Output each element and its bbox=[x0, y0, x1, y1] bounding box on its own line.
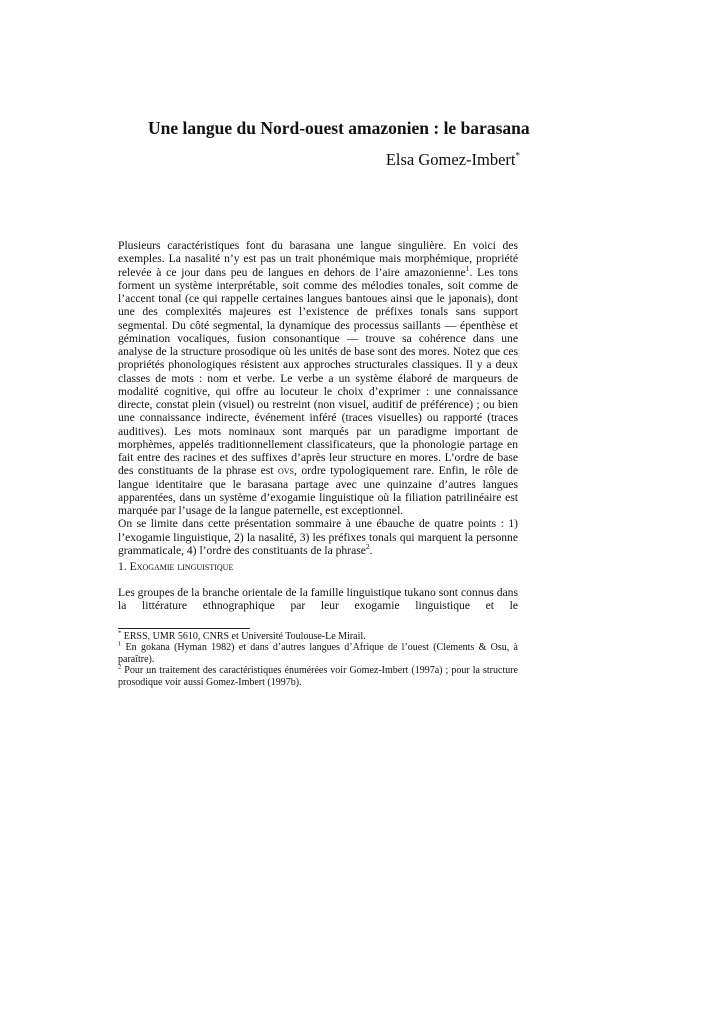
author-line bbox=[370, 150, 520, 170]
footnote-divider bbox=[118, 628, 250, 629]
footnote-text: Pour un traitement des caractéristiques énumérées voir Gomez-Imbert (1997a) ; pour la structure prosodique voir aussi Gomez-Imbert (1997b). bbox=[118, 665, 518, 688]
paper-title: Une langue du Nord-ouest amazonien : le barasana bbox=[148, 118, 530, 138]
intro-text: . Les tons forment un système interprétable, soit comme des mélodies tonales, soit comme de l’accent tonal (ce qui rappelle certaines langues bantoues ainsi que le japonais), dont une des complexités majeures est l’existence de préfixes tonals sans support segmental. Du côté segmental, la dynamique des processus saillants — épenthèse et gémination vocaliques, fusion consonantique — trouve sa cohérence dans une analyse de la structure prosodique où les unités de base sont des mores. Notez que ces propriétés phonologiques résistent aux approches structurales classiques. Il y a deux classes de mots : nom et verbe. Le verbe a un système élaboré de marqueurs de modalité cognitive, qui offre au locuteur le choix d’exprimer : une connaissance directe, constat plein (visuel) ou restreint (non visuel, auditif de préférence) ; ou bien une connaissance indirecte, événement inféré (traces visuelles) ou rapporté (traces auditives). Les mots nominaux sont marqués par un paradigme important de morphèmes, appelés traditionnellement classificateurs, que la phonologie partage en fait entre des racines et des suffixes d’après leur structure en mores. L’ordre de base des constituants de la phrase est bbox=[118, 265, 518, 478]
ovs-abbrev: ovs bbox=[278, 464, 295, 478]
footnote-mark: 2 bbox=[118, 663, 122, 671]
author-name: Elsa Gomez-Imbert bbox=[385, 150, 516, 169]
section-title: Exogamie linguistique bbox=[129, 560, 234, 573]
intro-paragraph-2 bbox=[118, 517, 518, 557]
section-paragraph bbox=[118, 586, 518, 613]
intro-text: , ordre typologiquement rare. Enfin, le rôle de langue identitaire que le barasana partage avec une quinzaine d’autres langues apparentées, dans un système d’exogamie linguistique où la filiation patrilinéaire est marquée par l’usage de la langue paternelle, est exceptionnel. bbox=[118, 464, 518, 517]
author-footnote-mark: * bbox=[515, 150, 520, 161]
section-number: 1. bbox=[118, 560, 130, 573]
footnotes bbox=[118, 631, 518, 688]
footnote-star bbox=[118, 631, 518, 642]
footnote-mark: * bbox=[118, 629, 122, 637]
section-heading bbox=[118, 560, 233, 573]
footnote-text: En gokana (Hyman 1982) et dans d’autres langues d’Afrique de l’ouest (Clements & Osu, à paraître). bbox=[118, 642, 518, 665]
intro-paragraph-1 bbox=[118, 239, 518, 517]
intro-text: On se limite dans cette présentation sommaire à une ébauche de quatre points : 1) l’exogamie linguistique, 2) la nasalité, 3) les préfixes tonals qui marquent la personne grammaticale, 4) l’ordre des constituants de la phrase bbox=[118, 517, 518, 557]
footnote-ref-2: 2 bbox=[365, 541, 370, 551]
footnote-ref-1: 1 bbox=[465, 263, 470, 273]
footnote-mark: 1 bbox=[118, 641, 122, 649]
footnote-2 bbox=[118, 665, 518, 688]
intro-text: Plusieurs caractéristiques font du barasana une langue singulière. En voici des exemples. La nasalité n’y est pas un trait phonémique mais morphémique, propriété relevée à ce jour dans peu de langues en dehors de l’aire amazonienne bbox=[118, 239, 518, 279]
footnote-1 bbox=[118, 642, 518, 665]
intro-body bbox=[118, 239, 518, 557]
intro-text: . bbox=[369, 543, 373, 557]
footnote-text: ERSS, UMR 5610, CNRS et Université Toulouse-Le Mirail. bbox=[121, 631, 366, 642]
section-text: Les groupes de la branche orientale de la famille linguistique tukano sont connus dans la littérature ethnographique par leur exogamie linguistique et le bbox=[118, 586, 518, 613]
